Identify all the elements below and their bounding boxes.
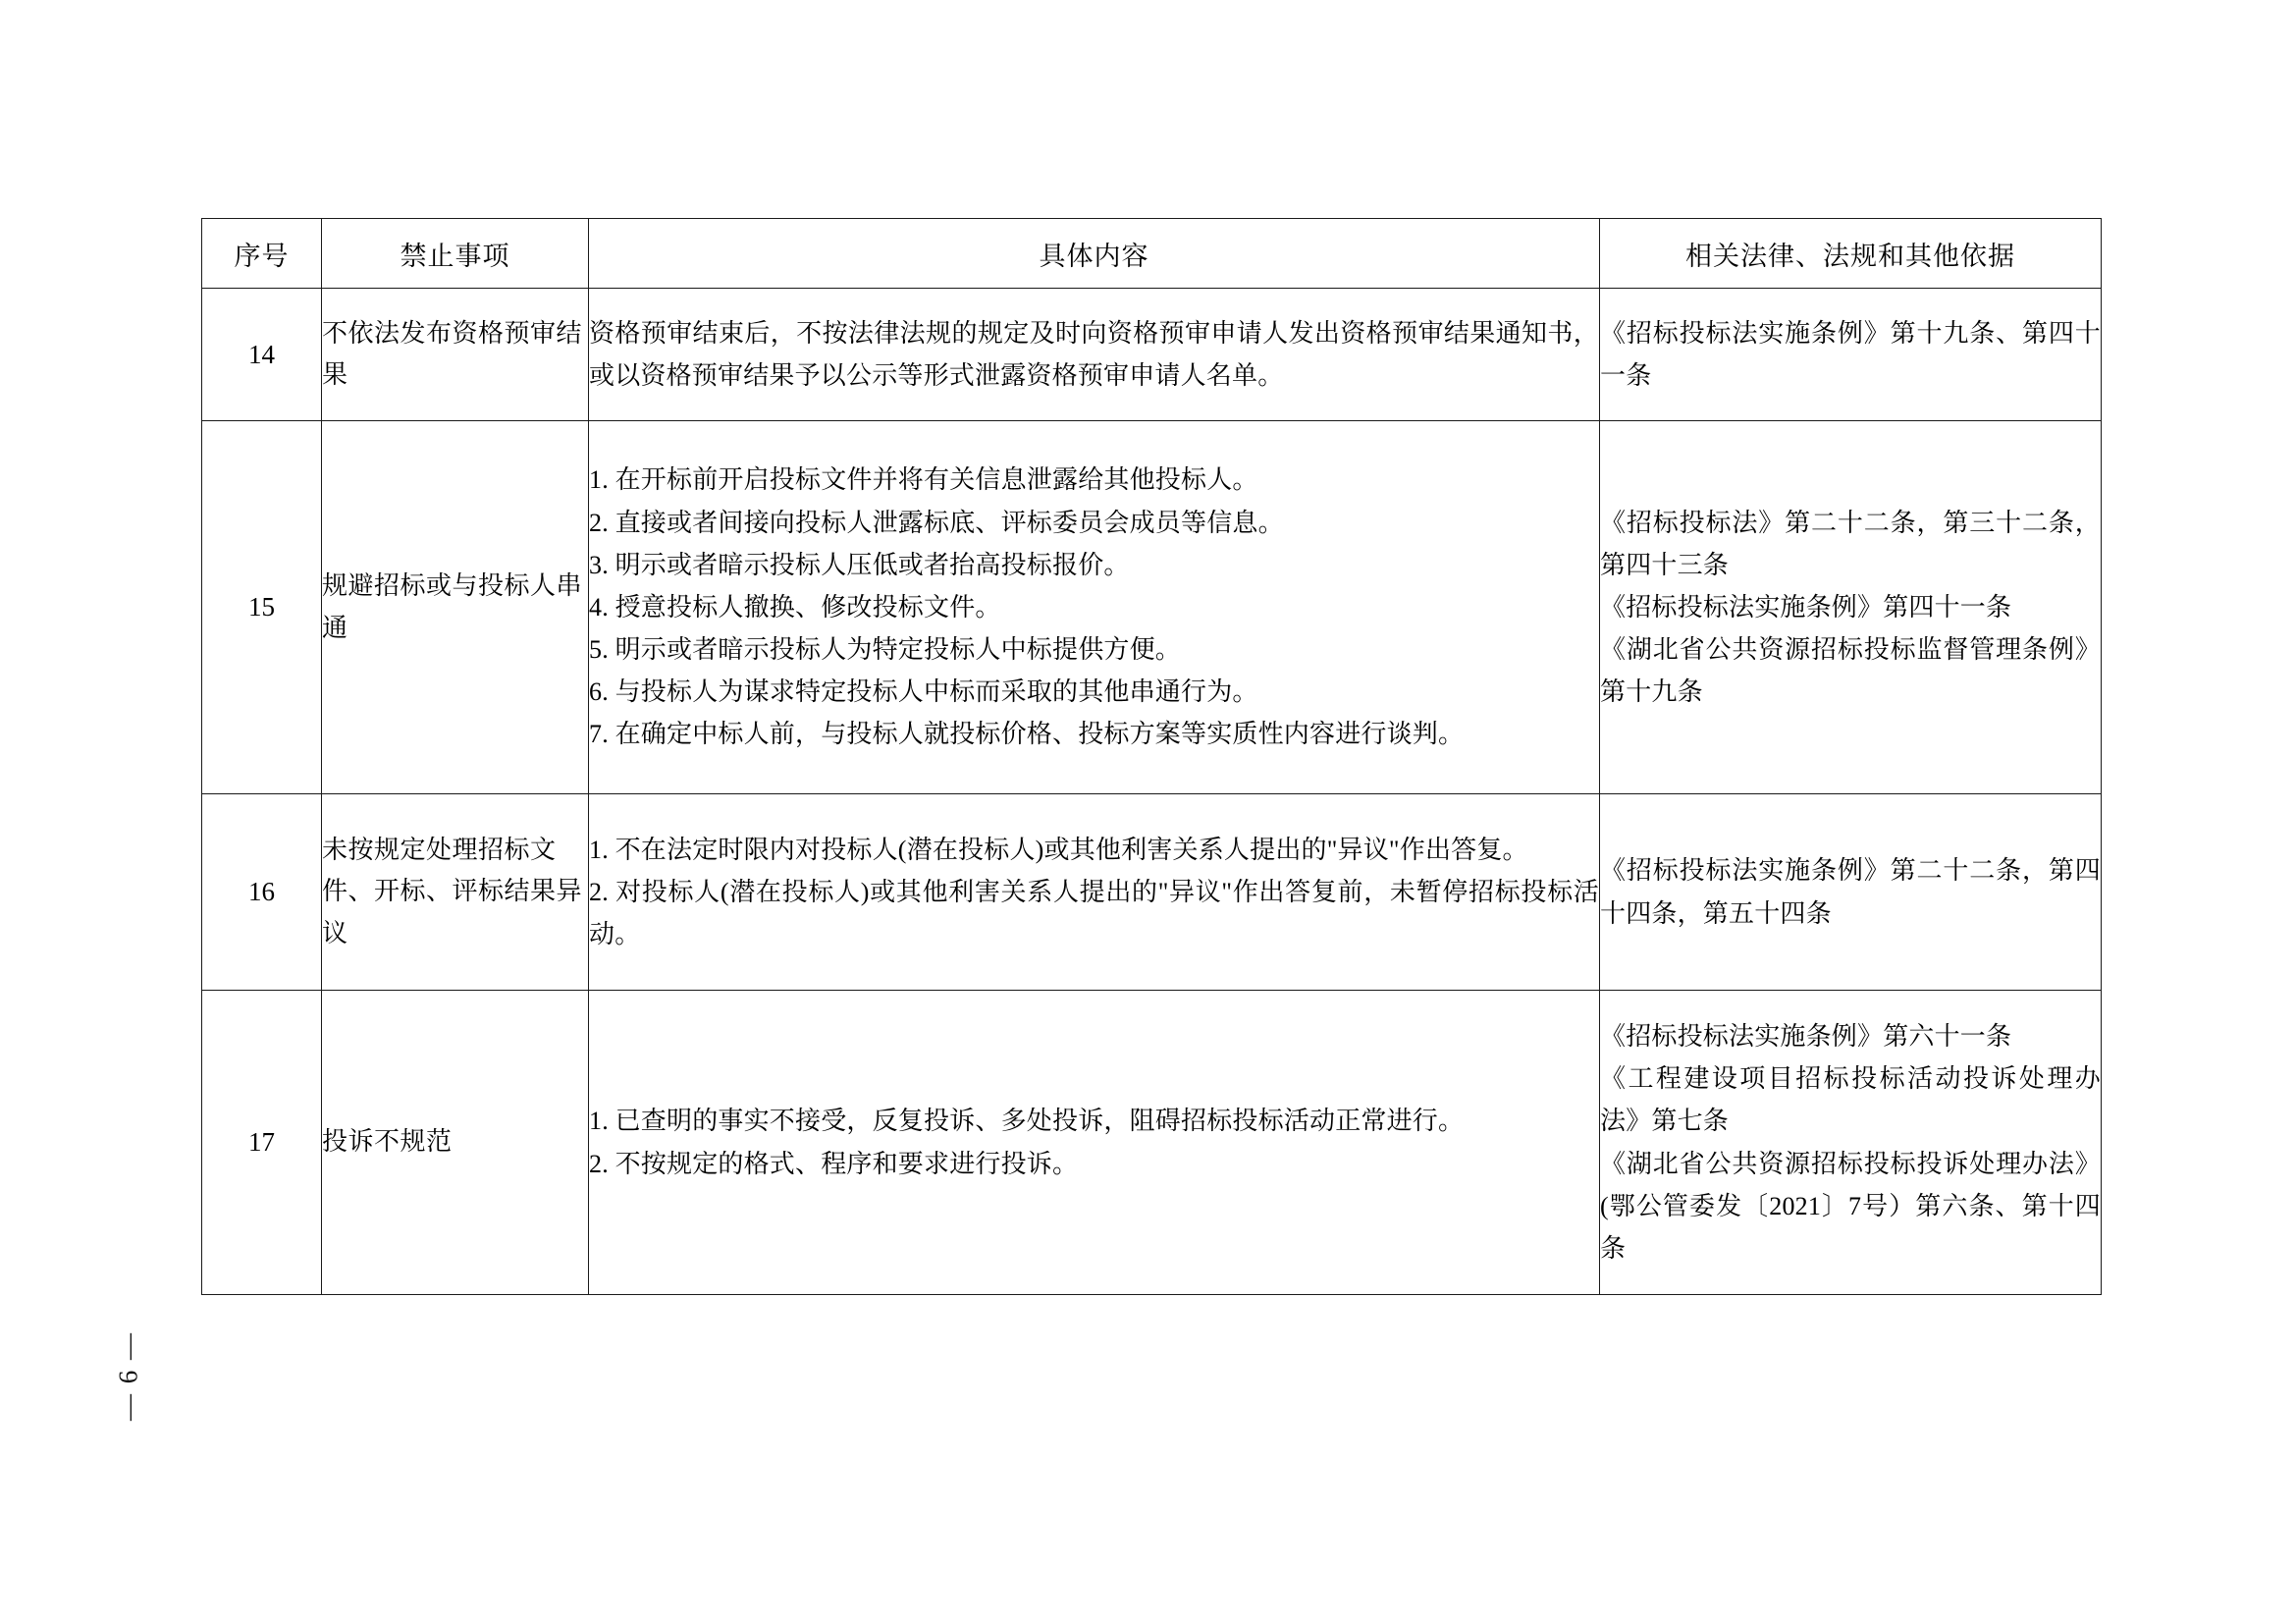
prohibited-items-table	[201, 218, 2102, 1295]
detail-line: 2. 对投标人(潜在投标人)或其他利害关系人提出的"异议"作出答复前，未暂停招标投标活动。	[589, 877, 1599, 949]
cell-item: 不依法发布资格预审结果	[322, 289, 589, 421]
detail-line: 资格预审结束后，不按法律法规的规定及时向资格预审申请人发出资格预审结果通知书，或以资格预审结果予以公示等形式泄露资格预审申请人名单。	[589, 318, 1599, 390]
cell-detail	[589, 794, 1600, 991]
cell-item: 规避招标或与投标人串通	[322, 421, 589, 794]
table-row	[202, 289, 2102, 421]
law-line: 《招标投标法实施条例》第六十一条	[1600, 1022, 2012, 1052]
law-line: 《招标投标法》第二十二条，第三十二条，第四十三条	[1600, 508, 2101, 579]
column-header-item: 禁止事项	[322, 219, 589, 289]
column-header-seq: 序号	[202, 219, 322, 289]
cell-detail	[589, 421, 1600, 794]
cell-seq: 17	[202, 991, 322, 1295]
detail-line: 1. 在开标前开启投标文件并将有关信息泄露给其他投标人。	[589, 465, 1258, 495]
law-line: 《工程建设项目招标投标活动投诉处理办法》第七条	[1600, 1064, 2101, 1136]
cell-seq: 15	[202, 421, 322, 794]
table-row	[202, 794, 2102, 991]
cell-law	[1600, 421, 2102, 794]
prohibited-items-table-container	[201, 218, 2101, 1295]
table-row	[202, 421, 2102, 794]
page-number-container	[94, 1276, 163, 1473]
cell-seq: 16	[202, 794, 322, 991]
detail-line: 3. 明示或者暗示投标人压低或者抬高投标报价。	[589, 550, 1130, 579]
page-number: — 6 —	[113, 1331, 143, 1421]
cell-law	[1600, 794, 2102, 991]
detail-line: 5. 明示或者暗示投标人为特定投标人中标提供方便。	[589, 635, 1182, 665]
law-line: 《湖北省公共资源招标投标监督管理条例》第十九条	[1600, 635, 2101, 707]
detail-line: 2. 直接或者间接向投标人泄露标底、评标委员会成员等信息。	[589, 508, 1284, 537]
law-line: 《招标投标法实施条例》第十九条、第四十一条	[1600, 318, 2101, 390]
detail-line: 6. 与投标人为谋求特定投标人中标而采取的其他串通行为。	[589, 677, 1258, 707]
law-line: 《湖北省公共资源招标投标投诉处理办法》(鄂公管委发〔2021〕7号）第六条、第十四条	[1600, 1149, 2101, 1263]
column-header-law: 相关法律、法规和其他依据	[1600, 219, 2102, 289]
detail-line: 1. 已查明的事实不接受，反复投诉、多处投诉，阻碍招标投标活动正常进行。	[589, 1107, 1465, 1136]
detail-line: 4. 授意投标人撤换、修改投标文件。	[589, 592, 1001, 622]
cell-law	[1600, 991, 2102, 1295]
detail-line: 7. 在确定中标人前，与投标人就投标价格、投标方案等实质性内容进行谈判。	[589, 720, 1465, 749]
column-header-detail: 具体内容	[589, 219, 1600, 289]
table-header-row	[202, 219, 2102, 289]
law-line: 《招标投标法实施条例》第二十二条，第四十四条，第五十四条	[1600, 856, 2101, 928]
table-body	[202, 289, 2102, 1295]
cell-detail	[589, 289, 1600, 421]
table-header	[202, 219, 2102, 289]
table-row	[202, 991, 2102, 1295]
cell-law	[1600, 289, 2102, 421]
cell-item: 未按规定处理招标文件、开标、评标结果异议	[322, 794, 589, 991]
cell-item: 投诉不规范	[322, 991, 589, 1295]
cell-seq: 14	[202, 289, 322, 421]
law-line: 《招标投标法实施条例》第四十一条	[1600, 592, 2012, 622]
cell-detail	[589, 991, 1600, 1295]
detail-line: 2. 不按规定的格式、程序和要求进行投诉。	[589, 1149, 1079, 1178]
detail-line: 1. 不在法定时限内对投标人(潜在投标人)或其他利害关系人提出的"异议"作出答复。	[589, 835, 1528, 864]
